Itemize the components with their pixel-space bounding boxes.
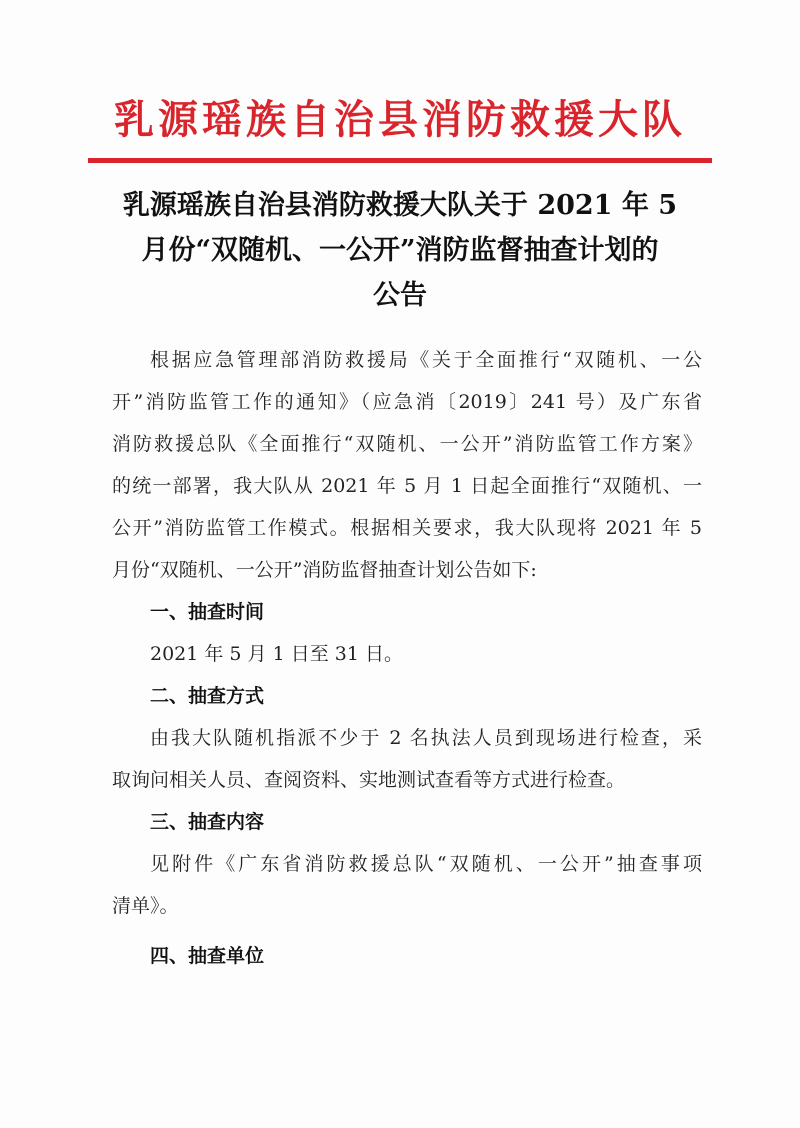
spacer <box>112 927 702 935</box>
org-letterhead: 乳源瑶族自治县消防救援大队 <box>114 96 686 143</box>
section-2-line-1: 由我大队随机指派不少于 2 名执法人员到现场进行检查，采 <box>150 727 702 749</box>
section-3-line-2: 清单》。 <box>112 895 179 917</box>
intro-line-1: 根据应急管理部消防救援局《关于全面推行“双随机、一公 <box>150 349 702 371</box>
section-1-line-1: 2021 年 5 月 1 日至 31 日。 <box>150 643 403 665</box>
title-line-2: 月份“双随机、一公开”消防监督抽查计划的 <box>141 235 659 266</box>
section-2-line-2: 取询问相关人员、查阅资料、实地测试查看等方式进行检查。 <box>112 769 626 791</box>
document-title <box>90 183 710 318</box>
section-1-heading: 一、抽查时间 <box>150 601 265 623</box>
title-line-3: 公告 <box>373 280 427 311</box>
section-3-heading: 三、抽查内容 <box>150 811 265 833</box>
intro-line-6: 月份“双随机、一公开”消防监督抽查计划公告如下: <box>112 559 537 581</box>
intro-line-4: 的统一部署，我大队从 2021 年 5 月 1 日起全面推行“双随机、一 <box>112 475 702 497</box>
title-line-1: 乳源瑶族自治县消防救援大队关于 2021 年 5 <box>122 190 678 221</box>
letterhead-red-rule <box>88 158 712 163</box>
document-body <box>112 339 702 977</box>
section-4-heading: 四、抽查单位 <box>150 945 265 967</box>
section-3-line-1: 见附件《广东省消防救援总队“双随机、一公开”抽查事项 <box>150 853 702 875</box>
intro-line-2: 开”消防监管工作的通知》（应急消〔2019〕241 号）及广东省 <box>112 391 702 413</box>
section-2-heading: 二、抽查方式 <box>150 685 265 707</box>
intro-line-5: 公开”消防监管工作模式。根据相关要求，我大队现将 2021 年 5 <box>112 517 702 539</box>
intro-line-3: 消防救援总队《全面推行“双随机、一公开”消防监管工作方案》 <box>112 433 702 455</box>
